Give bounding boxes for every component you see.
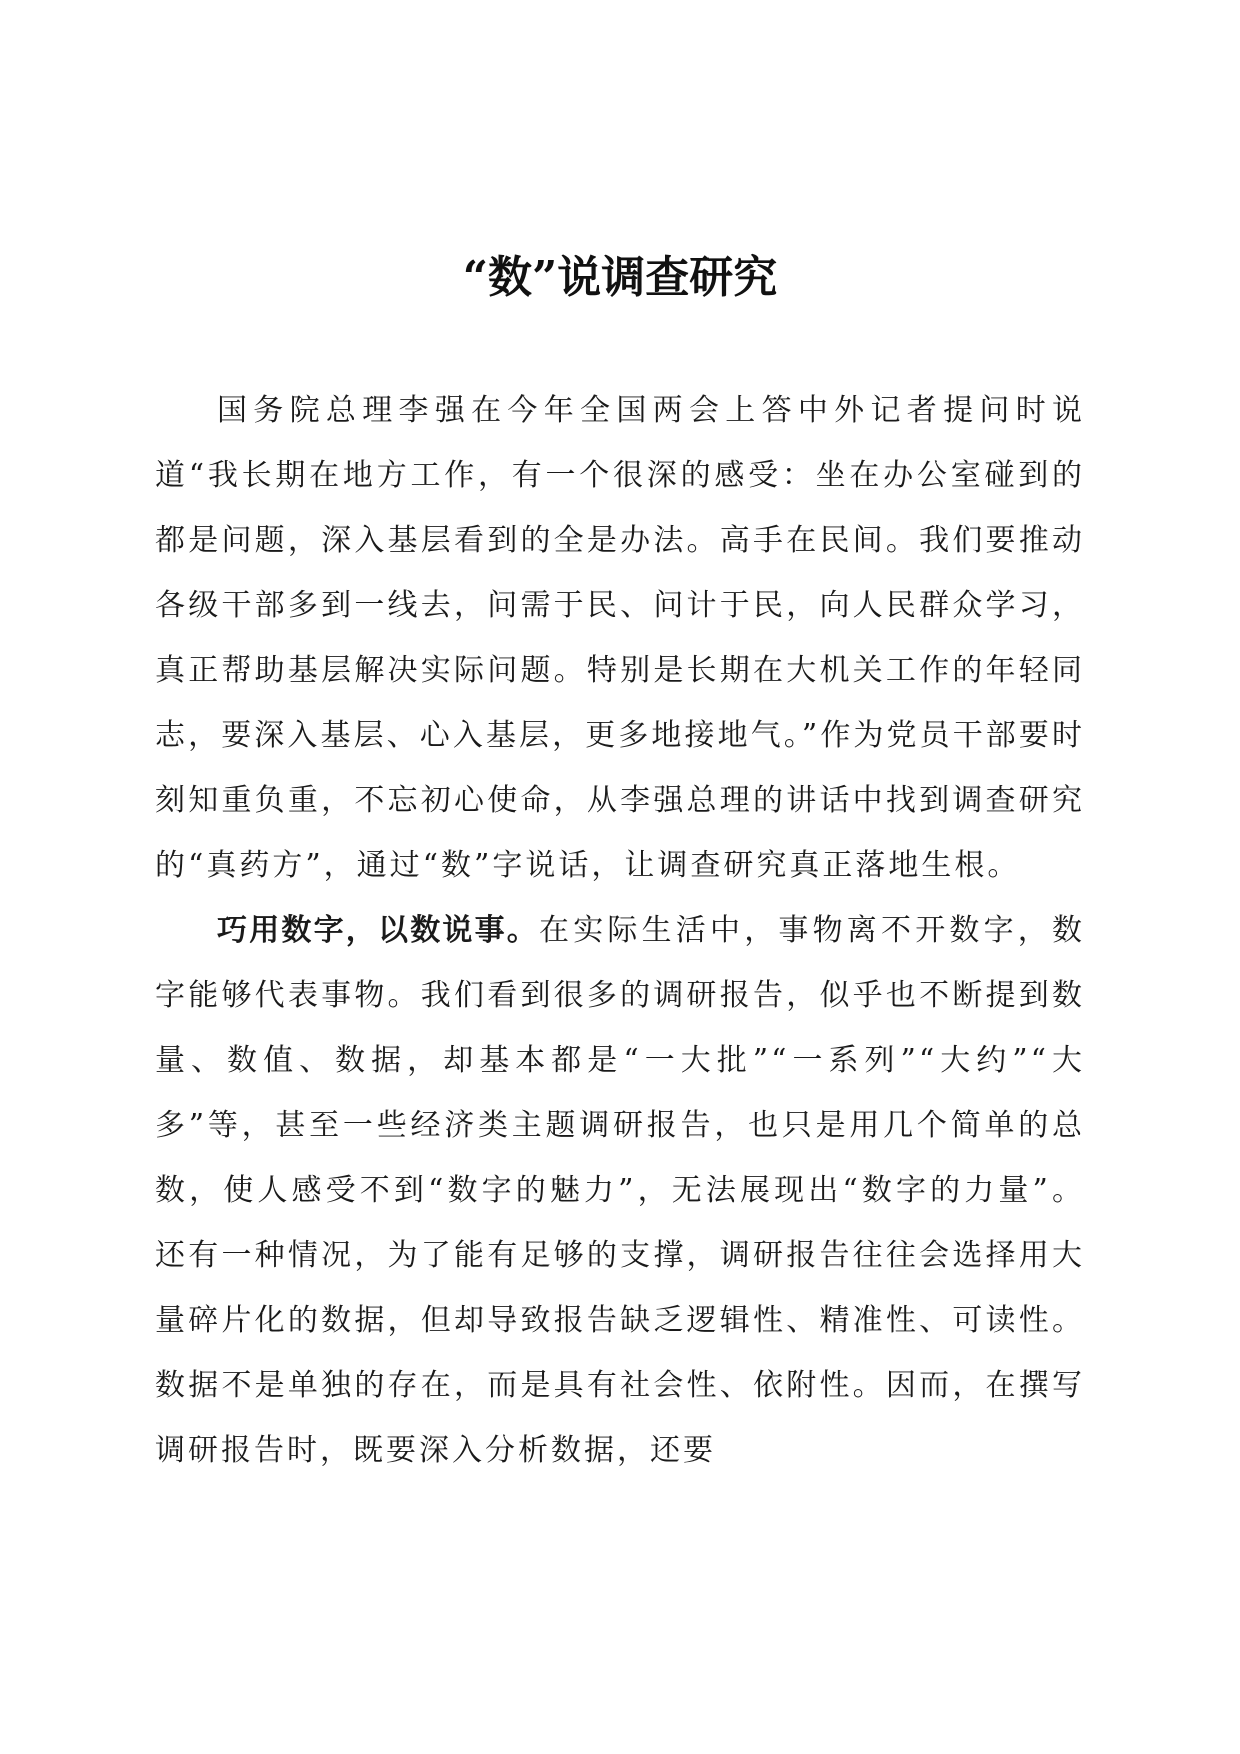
paragraph-2-text: 在实际生活中，事物离不开数字，数字能够代表事物。我们看到很多的调研报告，似乎也不断提到数量、数值、数据，却基本都是“一大批”“一系列”“大约”“大多”等，甚至一些经济类主题调研报告，也只是用几个简单的总数，使人感受不到“数字的魅力”，无法展现出“数字的力量”。还有一种情况，为了能有足够的支撑，调研报告往往会选择用大量碎片化的数据，但却导致报告缺乏逻辑性、精准性、可读性。数据不是单独的存在，而是具有社会性、依附性。因而，在撰写调研报告时，既要深入分析数据，还要 [155,913,1085,1468]
document-body [155,378,1085,1483]
document-title: “数”说调查研究 [462,252,778,303]
paragraph-1-text: 国务院总理李强在今年全国两会上答中外记者提问时说道“我长期在地方工作，有一个很深的感受：坐在办公室碰到的都是问题，深入基层看到的全是办法。高手在民间。我们要推动各级干部多到一线去，问需于民、问计于民，向人民群众学习，真正帮助基层解决实际问题。特别是长期在大机关工作的年轻同志，要深入基层、心入基层，更多地接地气。”作为党员干部要时刻知重负重，不忘初心使命，从李强总理的讲话中找到调查研究的“真药方”，通过“数”字说话，让调查研究真正落地生根。 [155,393,1085,883]
paragraph-2 [155,898,1085,1483]
paragraph-2-lead-sentence: 巧用数字，以数说事。 [217,913,539,948]
paragraph-1 [155,378,1085,898]
